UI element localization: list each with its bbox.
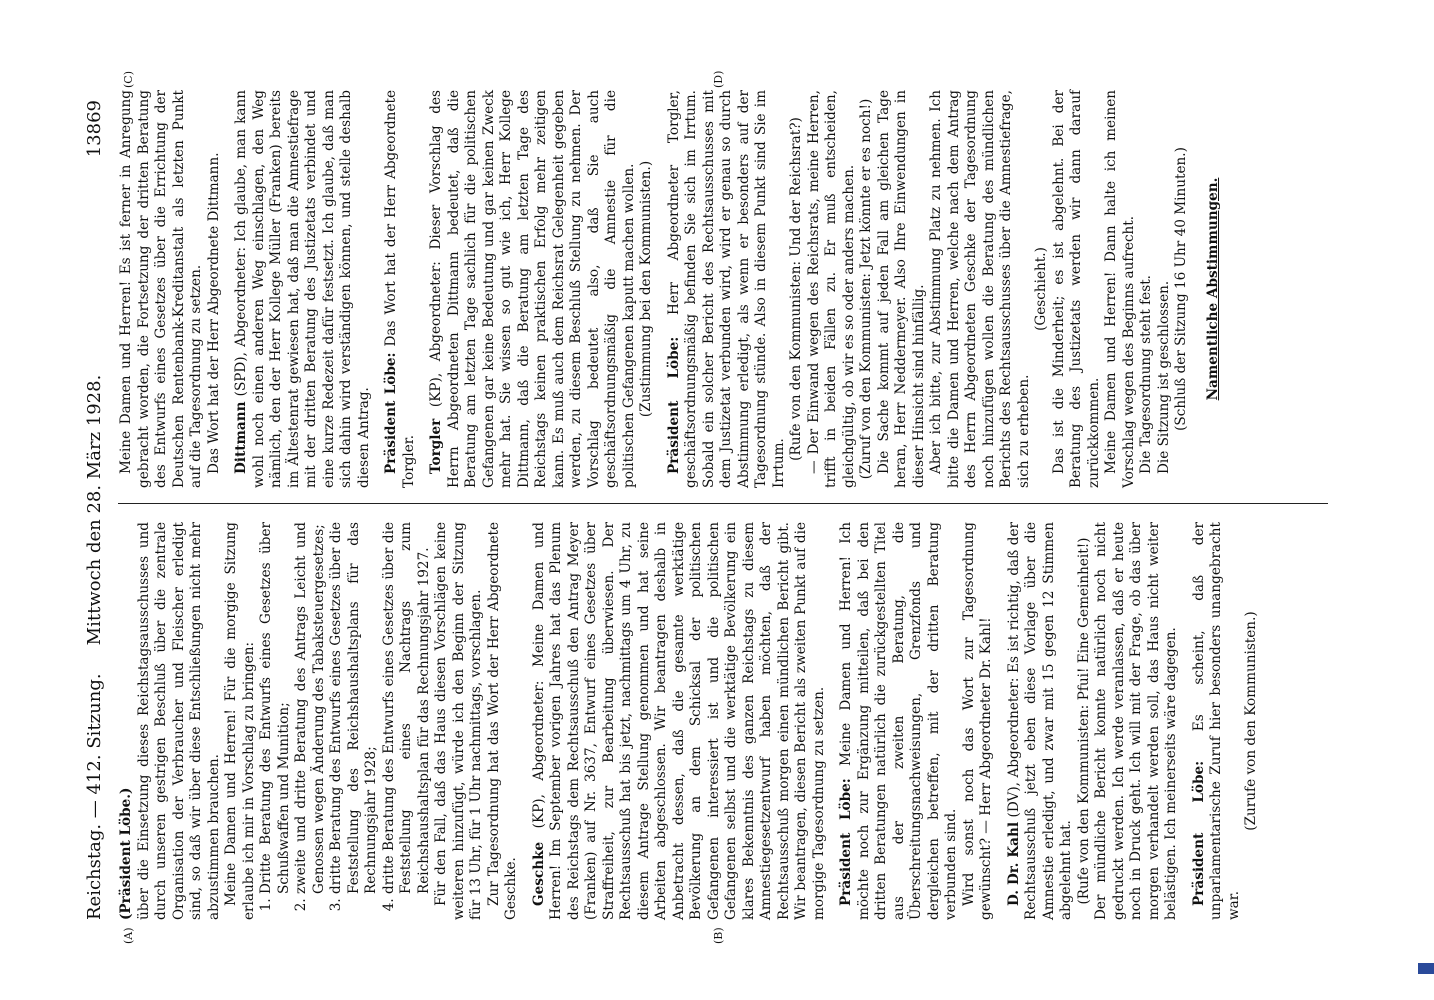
interjection: (Rufe von den Kommunisten: Und der Reichsrat?)	[788, 117, 804, 461]
paragraph: Der mündliche Bericht konnte natürlich noch nicht gedruckt werden. Ich werde veranlassen, daß er heute noch in Druck geht. Ich will mit der Frage, ob das über morgen verhandelt werden soll, das Haus nicht weiter belästigen. Ich meinerseits wäre dagegen.	[1093, 522, 1179, 920]
list-item: 4. dritte Beratung des Entwurfs eines Gesetzes über die Feststellung eines Nachtrags zum Reichshaushaltsplan für das Rechnungsjahr 1927.	[381, 522, 434, 894]
interjection: (Geschieht.)	[1033, 247, 1049, 331]
interjection: (Rufe von den Kommunisten: Pfui! Eine Gemeinheit!)	[1075, 537, 1092, 905]
paragraph: Präsident Löbe: Es scheint, daß der unparlamentarische Zuruf hier besonders unangebracht war.	[1190, 521, 1242, 920]
paragraph: Präsident Löbe: Meine Damen und Herren! Ich möchte noch zur Ergänzung mitteilen, daß bei den dritten Beratungen natürlich die zurückgestellten Titel aus der zweiten Beratung, die Überschreitungsnachweisungen, Grenzfonds und dergleichen betreffen, mit der dritten Beratung verbunden sind.	[838, 522, 959, 920]
speaker-name: Präsident Löbe:	[383, 352, 399, 474]
speaker-name: Dittmann	[233, 401, 249, 474]
paragraph: Torgler (KP), Abgeordneter: Dieser Vorschlag des Herrn Abgeordneten Dittmann bedeutet, daß die Beratung am letzten Tage sachlich für die politischen Gefangenen gar keine Bedeutung und gar keinen Zweck mehr hat. Sie wissen so gut wie ich, Herr Kollege Dittmann, daß die Beratung am letzten Tage des Reichstags keinen praktischen Erfolg mehr zeitigen kann. Es muß auch dem Reichsrat Gelegenheit gegeben werden, zu diesem Beschluß Stellung zu nehmen. Der Vorschlag bedeutet also, daß Sie auch geschäftsordnungsmäßig die Amnestie für die politischen Gefangenen kaputt machen wollen.	[428, 90, 637, 488]
page-header	[84, 100, 114, 920]
margin-mark-b: (B)	[712, 927, 725, 944]
funding-note	[1410, 8, 1430, 992]
paragraph: Das Wort hat der Herr Abgeordnete Dittmann.	[205, 152, 222, 474]
paragraph: Zur Tagesordnung hat das Wort der Herr Abgeordnete Geschke.	[485, 522, 519, 920]
paragraph: Aber ich bitte, zur Abstimmung Platz zu nehmen. Ich bitte die Damen und Herren, welche nach dem Antrag des Herrn Abgeordneten Geschke der Tagesordnung noch hinzufügen wollen die Beratung des mündlichen Berichts des Rechtsausschusses über die Amnestiefrage, sich zu erheben.	[928, 90, 1032, 488]
margin-mark-a: (A)	[122, 927, 135, 944]
interjection: (Zurufe von den Kommunisten.)	[1243, 611, 1259, 831]
margin-mark-c: (C)	[122, 71, 135, 88]
paragraph: Das ist die Minderheit; es ist abgelehnt. Bei der Beratung des Justizetats werden wir dann darauf zurückkommen.	[1050, 90, 1102, 488]
paragraph: Geschke (KP), Abgeordneter: Meine Damen und Herren! Im September vorigen Jahres hat das Plenum des Reichstags dem Rechtsausschuß den Antrag Meyer (Franken) auf Nr. 3637, Entwurf eines Gesetzes über Straffreiheit, zur Bearbeitung überwiesen. Der Rechtsausschuß hat bis jetzt, nachmittags um 4 Uhr, zu diesem Antrage Stellung genommen und hat seine Arbeiten abgeschlossen. Wir beantragen deshalb in Anbetracht dessen, daß die gesamte werktätige Bevölkerung an dem Schicksal der politischen Gefangenen interessiert ist und die politischen Gefangenen selbst und die werktätige Bevölkerung ein klares Bekenntnis des ganzen Reichstags zu diesem Amnestiegesetzentwurf haben möchten, daß der Rechtsausschuß morgen einen mündlichen Bericht gibt. Wir beantragen, diesen Bericht als zweiten Punkt auf die morgige Tagesordnung zu setzen.	[530, 522, 827, 920]
right-column	[118, 90, 1222, 488]
paragraph: Meine Damen und Herren! Für die morgige Sitzung erlaube ich mir in Vorschlag zu bringen:	[223, 522, 257, 920]
interjection: (Schluß der Sitzung 16 Uhr 40 Minuten.)	[1173, 147, 1189, 431]
paragraph: Meine Damen und Herren! Es ist ferner in Anregung gebracht worden, die Fortsetzung der dritten Beratung des Entwurfs eines Gesetzes über die Errichtung der Deutschen Rentenbank-Kreditanstalt als letzten Punkt auf die Tagesordnung zu setzen.	[118, 90, 204, 488]
interjection: (Zuruf von den Kommunisten: Jetzt könnte er es noch!)	[858, 98, 874, 480]
speaker-name: Geschke	[530, 841, 547, 906]
speaker-name: Präsident Löbe:	[838, 778, 854, 906]
paragraph: Meine Damen und Herren! Dann halte ich meinen Vorschlag wegen des Beginns aufrecht.	[1103, 90, 1137, 488]
header-center: Mittwoch den 28. März 1928.	[84, 374, 105, 646]
paragraph: Die Tagesordnung steht fest.	[1138, 275, 1154, 474]
speaker-name: Präsident Löbe:	[665, 336, 682, 474]
speaker-name: Torgler	[428, 418, 444, 474]
paragraph: — Der Einwand wegen des Reichsrats, meine Herren, trifft in beiden Fällen zu. Er muß entscheiden, gleichgültig, ob wir es so oder anders machen.	[805, 90, 857, 488]
paragraph: Die Sache kommt auf jeden Fall am gleichen Tage heran, Herr Neddermeyer. Also Ihre Einwendungen in dieser Hinsicht sind hinfällig.	[875, 90, 927, 488]
paragraph: Für den Fall, daß das Haus diesen Vorschlägen keine weiteren hinzufügt, würde ich den Beginn der Sitzung für 13 Uhr, für 1 Uhr nachmittags, vorschlagen.	[433, 522, 484, 920]
agenda-list	[258, 522, 433, 920]
interjection: (Zustimmung bei den Kommunisten.)	[638, 160, 654, 418]
list-item: 1. Dritte Beratung des Entwurfs eines Gesetzes über Schußwaffen und Munition;	[258, 522, 293, 894]
paragraph	[118, 522, 136, 920]
speaker-name: Präsident Löbe:	[1190, 760, 1207, 906]
paragraph: Dittmann (SPD), Abgeordneter: Ich glaube, man kann wohl noch einen anderen Weg einschlagen, den Weg nämlich, den der Herr Kollege Müller (Franken) bereits im Ältestenrat gewiesen hat, daß man die Amnestiefrage mit der dritten Beratung des Justizetats verbindet und eine kurze Redezeit dafür festsetzt. Ich glaube, daß man sich dahin wird verständigen können, und stelle deshalb diesen Antrag.	[233, 90, 372, 488]
list-item: 2. zweite und dritte Beratung des Antrags Leicht und Genossen wegen Änderung des Tabaksteuergesetzes;	[293, 522, 328, 894]
header-left: Reichstag. — 412. Sitzung.	[84, 673, 105, 920]
margin-mark-d: (D)	[712, 70, 725, 88]
paragraph: D. Dr. Kahl (DV), Abgeordneter: Es ist richtig, daß der Rechtsausschuß jetzt eben diese Vorlage über die Amnestie erledigt, und zwar mit 15 gegen 12 Stimmen abgelehnt hat.	[1005, 522, 1074, 920]
paragraph: Präsident Löbe: Das Wort hat der Herr Abgeordnete Torgler.	[383, 90, 417, 488]
column-divider	[118, 503, 1328, 504]
paragraph: Die Sitzung ist geschlossen.	[1155, 280, 1172, 474]
speaker-name: D. Dr. Kahl	[1005, 821, 1022, 906]
dfg-logo	[1418, 963, 1434, 974]
list-item: 3. dritte Beratung des Entwurfs eines Gesetzes über die Feststellung des Reichshaushaltsplans für das Rechnungsjahr 1928;	[328, 522, 381, 894]
section-title: Namentliche Abstimmungen.	[1204, 177, 1221, 401]
paragraph: Wird sonst noch das Wort zur Tagesordnung gewünscht? — Herr Abgeordneter Dr. Kahl!	[960, 522, 994, 920]
left-column	[118, 522, 1261, 920]
speaker-name: (Präsident Löbe.)	[118, 787, 134, 920]
paragraph: Präsident Löbe: Herr Abgeordneter Torgler, geschäftsordnungsmäßig befinden Sie sich im Irrtum. Sobald ein solcher Bericht des Rechtsausschusses mit dem Justizetat verbunden wird, wird er genau so durch Abstimmung erledigt, als wenn er besonders auf der Tagesordnung stünde. Also in diesem Punkt sind Sie im Irrtum.	[665, 90, 787, 488]
page-number: 13869	[84, 100, 105, 158]
paragraph: über die Einsetzung dieses Reichstagsausschusses und durch unseren gestrigen Beschluß über die zentrale Organisation der Verbraucher und Fleischer erledigt sind, so daß wir über diese Entschließungen nicht mehr abzustimmen brauchen.	[135, 522, 222, 920]
